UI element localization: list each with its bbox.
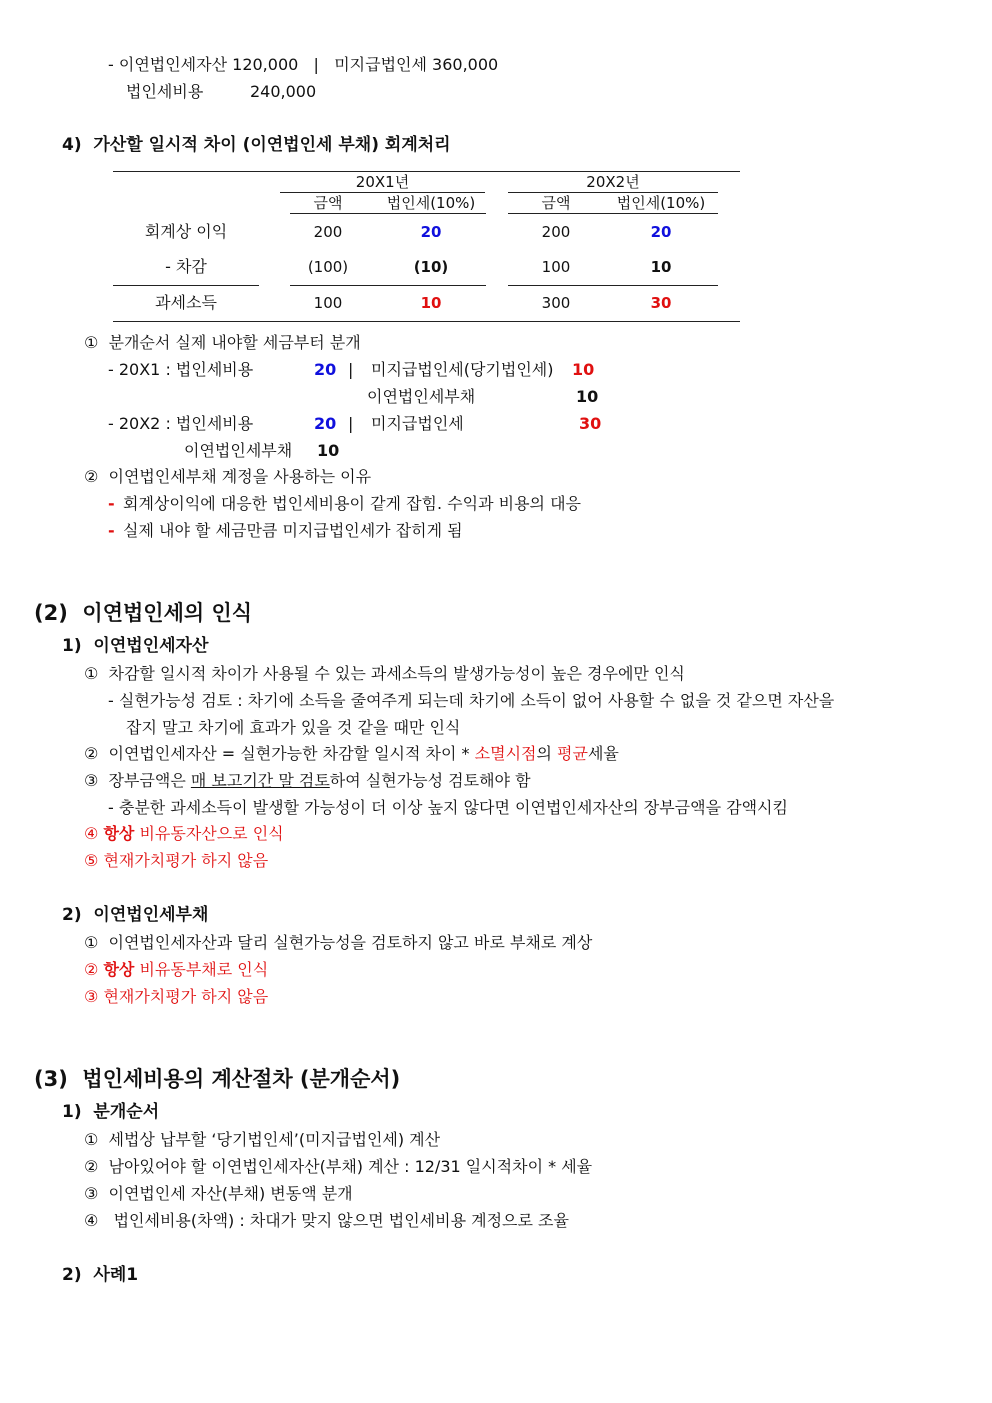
asset-item-5-text: 현재가치평가 하지 않음 [103,851,269,870]
asset-item-3-pre: ③ 장부금액은 [84,771,191,790]
reason-2-dash: - [108,521,115,540]
liability-item-1: ① 이연법인세자산과 달리 실현가능성을 검토하지 않고 바로 부채로 계상 [84,933,593,952]
row2-rule-1 [290,285,486,286]
asset-item-5 [84,850,268,872]
section-3-heading: (3) 법인세비용의 계산절차 (분개순서) [34,1067,401,1091]
reason-2: 실제 내야 할 세금만큼 미지급법인세가 잡히게 됨 [123,521,463,540]
journal-20x1-credit-2-value: 10 [576,387,599,406]
liability-item-2-rest: 비유동부채로 인식 [134,960,269,979]
row2-rule-2 [508,285,718,286]
journal-20x2-credit: 미지급법인세 [371,414,464,433]
col-tax-2: 법인세(10%) [616,194,706,212]
journal-20x2-separator: | [348,414,354,433]
average-text: 평균 [557,744,588,763]
col-amount-2: 금액 [541,194,571,212]
asset-item-3-post: 하여 실현가능성 검토해야 함 [329,771,531,790]
item-2-reason: ② 이연법인세부채 계정을 사용하는 이유 [84,467,372,486]
journal-order-heading: 1) 분개순서 [62,1102,160,1122]
item-1-journal-order: ① 분개순서 실제 내야할 세금부터 분개 [84,333,361,352]
journal-20x1-debit-value: 20 [314,360,337,379]
journal-20x2-credit-value: 30 [579,414,602,433]
asset-item-4-rest: 비유동자산으로 인식 [134,824,284,843]
asset-item-3a: - 충분한 과세소득이 발생할 가능성이 더 이상 높지 않다면 이연법인세자산의 장부금액을 감액시킴 [108,798,788,817]
journal-20x1-debit: - 20X1 : 법인세비용 [108,360,254,379]
liability-always-text: 항상 [103,960,135,979]
row3-tax-1: 10 [420,294,442,312]
journal-20x1-credit: 미지급법인세(당기법인세) [371,360,554,379]
journal-line-1: - 이연법인세자산 120,000 | 미지급법인세 360,000 [108,55,499,74]
reason-1: 회계상이익에 대응한 법인세비용이 같게 잡힘. 수익과 비용의 대응 [123,494,582,513]
reason-1-dash: - [108,494,115,513]
asset-item-2-post: 세율 [587,744,619,763]
liability-item-2 [84,959,268,981]
asset-item-5-num: ⑤ [84,851,104,870]
liability-item-3-text: 현재가치평가 하지 않음 [103,987,269,1006]
row3-tax-2: 30 [650,294,672,312]
order-step-3: ③ 이연법인세 자산(부채) 변동액 분개 [84,1184,353,1203]
liability-item-3 [84,986,268,1008]
deferred-tax-asset-heading: 1) 이연법인세자산 [62,636,209,656]
asset-item-1a: - 실현가능성 검토 : 차기에 소득을 줄여주게 되는데 차기에 소득이 없어 사용할 수 없을 것 같으면 자산을 [108,691,835,710]
journal-line-2-label: 법인세비용 [126,82,204,101]
journal-20x1-separator: | [348,360,354,379]
col-tax-1: 법인세(10%) [386,194,476,212]
asset-item-2-pre: ② 이연법인세자산 = 실현가능한 차감할 일시적 차이 * [84,744,475,763]
row2-tax-2: 10 [650,258,672,276]
asset-item-4 [84,823,284,845]
row3-amount-2: 300 [541,294,571,312]
year2-header: 20X2년 [586,173,640,191]
row1-amount-1: 200 [313,223,343,241]
row-label-taxable-income: 과세소득 [155,293,217,312]
subheader-rule-1 [290,213,486,214]
liability-item-3-num: ③ [84,987,104,1006]
asset-item-1: ① 차감할 일시적 차이가 사용될 수 있는 과세소득의 발생가능성이 높은 경우에만 인식 [84,664,685,683]
order-step-2: ② 남아있어야 할 이연법인세자산(부채) 계산 : 12/31 일시적차이 * 세율 [84,1157,593,1176]
order-step-4: ④ 법인세비용(차액) : 차대가 맞지 않으면 법인세비용 계정으로 조율 [84,1211,569,1230]
asset-item-1b: 잡지 말고 차기에 효과가 있을 것 같을 때만 인식 [126,718,461,737]
row1-amount-2: 200 [541,223,571,241]
row2-amount-1: (100) [307,258,349,276]
asset-item-3 [84,770,531,792]
row1-tax-1: 20 [420,223,442,241]
journal-20x1-credit-2: 이연법인세부채 [367,387,476,406]
review-period-text: 매 보고기간 말 검토 [190,771,330,790]
row2-rule-label [113,285,259,286]
journal-20x2-debit-2-value: 10 [317,441,340,460]
row3-amount-1: 100 [313,294,343,312]
journal-20x1-credit-value: 10 [572,360,595,379]
always-text: 항상 [103,824,135,843]
table-bottom-rule [113,321,740,322]
journal-20x2-debit-value: 20 [314,414,337,433]
deferred-tax-liability-heading: 2) 이연법인세부채 [62,905,209,925]
row2-tax-1: (10) [413,258,449,276]
section-2-heading: (2) 이연법인세의 인식 [34,601,253,625]
section-4-heading: 4) 가산할 일시적 차이 (이연법인세 부채) 회계처리 [62,135,451,155]
col-amount-1: 금액 [313,194,343,212]
row1-tax-2: 20 [650,223,672,241]
asset-item-2 [84,743,619,765]
subheader-rule-2 [508,213,718,214]
year1-header: 20X1년 [355,173,410,191]
case-1-heading: 2) 사례1 [62,1265,139,1285]
row-label-deduction: - 차감 [165,257,207,276]
extinction-point-text: 소멸시점 [474,744,537,763]
liability-item-2-num: ② [84,960,104,979]
journal-line-2-value: 240,000 [250,82,317,101]
journal-20x2-debit: - 20X2 : 법인세비용 [108,414,254,433]
row2-amount-2: 100 [541,258,571,276]
asset-item-4-num: ④ [84,824,104,843]
order-step-1: ① 세법상 납부할 ‘당기법인세’(미지급법인세) 계산 [84,1130,441,1149]
asset-item-2-mid: 의 [536,744,558,763]
journal-20x2-debit-2: 이연법인세부채 [184,441,293,460]
row-label-accounting-income: 회계상 이익 [144,222,228,241]
